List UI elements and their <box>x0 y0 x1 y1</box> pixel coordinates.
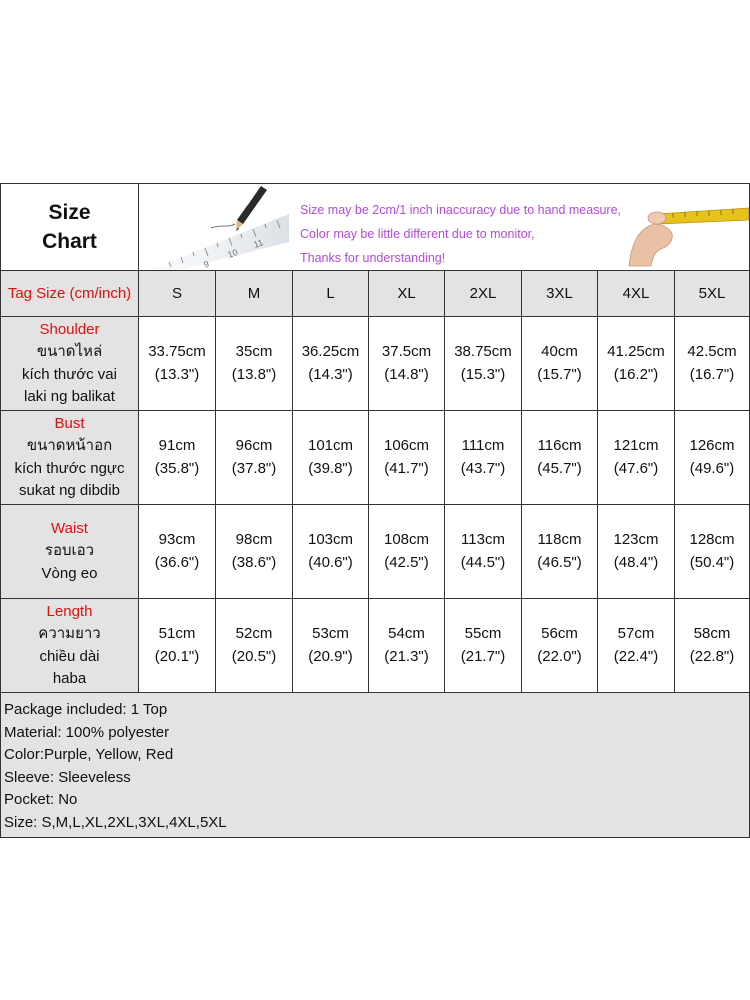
inch-value: (14.3") <box>308 365 353 383</box>
length-label-translation: haba <box>52 670 87 687</box>
size-header-s: S <box>139 271 216 317</box>
cm-value: 113cm <box>461 531 505 548</box>
shoulder-value-4xl <box>598 317 675 411</box>
shoulder-label-en: Shoulder <box>39 320 100 338</box>
info-sleeve: Sleeve: Sleeveless <box>4 768 131 786</box>
waist-label-cell <box>1 505 139 599</box>
length-value-4xl <box>598 599 675 693</box>
cm-value: 128cm <box>689 531 735 548</box>
size-header-m: M <box>216 271 293 317</box>
inch-value: (41.7") <box>384 459 429 477</box>
shoulder-value-5xl <box>675 317 750 411</box>
info-pocket: Pocket: No <box>4 791 78 808</box>
cm-value: 96cm <box>235 437 273 454</box>
waist-label-translation: รอบเอว <box>44 542 95 560</box>
bust-value-xl <box>369 411 445 505</box>
bust-value-l <box>293 411 369 505</box>
inch-value: (49.6") <box>689 459 735 477</box>
measurement-banner <box>139 184 750 271</box>
length-value-l <box>293 599 369 693</box>
inch-value: (22.0") <box>537 647 582 665</box>
ruler-mark-9: 9 <box>202 258 211 270</box>
inch-value: (16.2") <box>613 365 659 383</box>
length-label-translation: ความยาว <box>38 625 101 642</box>
bust-label-translation: ขนาดหน้าอก <box>26 437 113 454</box>
cm-value: 101cm <box>307 437 354 454</box>
shoulder-value-xl <box>369 317 445 411</box>
cm-value: 93cm <box>158 531 196 548</box>
waist-value-2xl <box>445 505 522 599</box>
inch-value: (20.9") <box>308 647 353 665</box>
size-chart-title <box>1 184 139 271</box>
measurement-row-shoulder <box>1 317 750 411</box>
cm-value: 57cm <box>617 625 655 642</box>
pencil-ruler-illustration <box>139 184 289 270</box>
info-color: Color:Purple, Yellow, Red <box>4 746 174 763</box>
size-chart-table <box>0 183 750 838</box>
size-header-4xl: 4XL <box>598 271 675 317</box>
inch-value: (38.6") <box>231 553 277 571</box>
shoulder-value-2xl <box>445 317 522 411</box>
cm-value: 108cm <box>383 531 430 548</box>
cm-value: 103cm <box>307 531 354 548</box>
cm-value: 123cm <box>613 531 659 548</box>
shoulder-label-translation: laki ng balikat <box>24 388 115 405</box>
note-monitor-color: Color may be little different due to monitor, <box>300 227 535 241</box>
length-label-translation: chiều dài <box>39 647 100 665</box>
bust-value-2xl <box>445 411 522 505</box>
cm-value: 111cm <box>461 437 505 454</box>
inch-value: (35.8") <box>154 459 200 477</box>
pencil-icon <box>236 186 267 231</box>
shoulder-label-translation: kích thước vai <box>22 365 117 383</box>
inch-value: (46.5") <box>537 553 582 571</box>
inch-value: (36.6") <box>154 553 200 571</box>
cm-value: 98cm <box>235 531 273 548</box>
measurement-row-bust <box>1 411 750 505</box>
ruler-mark-11: 11 <box>252 237 265 250</box>
inch-value: (48.4") <box>613 553 659 571</box>
shoulder-value-s <box>139 317 216 411</box>
size-header-xl: XL <box>369 271 445 317</box>
info-material: Material: 100% polyester <box>4 723 170 741</box>
waist-value-3xl <box>522 505 598 599</box>
cm-value: 58cm <box>693 625 731 642</box>
bust-label-en: Bust <box>54 414 85 432</box>
cm-value: 51cm <box>158 625 196 642</box>
inch-value: (16.7") <box>689 365 735 383</box>
info-size: Size: S,M,L,XL,2XL,3XL,4XL,5XL <box>4 813 227 831</box>
waist-label-en: Waist <box>51 519 88 537</box>
waist-value-m <box>216 505 293 599</box>
cm-value: 41.25cm <box>607 343 665 360</box>
cm-value: 116cm <box>537 437 582 454</box>
title-line-1: Size <box>48 201 91 224</box>
bust-label-translation: sukat ng dibdib <box>19 482 120 499</box>
cm-value: 42.5cm <box>687 343 737 360</box>
measurement-notes <box>300 198 621 270</box>
pencil-scribble-icon <box>211 224 235 228</box>
inch-value: (15.7") <box>537 365 582 383</box>
inch-value: (20.1") <box>154 647 200 665</box>
tag-size-label: Tag Size (cm/inch) <box>1 271 139 317</box>
bust-value-m <box>216 411 293 505</box>
cm-value: 118cm <box>537 531 582 548</box>
hand-tape-measure-illustration <box>623 188 749 268</box>
shoulder-value-m <box>216 317 293 411</box>
inch-value: (45.7") <box>537 459 582 477</box>
cm-value: 36.25cm <box>301 343 360 360</box>
cm-value: 38.75cm <box>454 343 512 360</box>
waist-value-s <box>139 505 216 599</box>
length-value-xl <box>369 599 445 693</box>
cm-value: 91cm <box>158 437 196 454</box>
title-line-2: Chart <box>42 230 97 253</box>
cm-value: 55cm <box>464 625 502 642</box>
size-header-3xl: 3XL <box>522 271 598 317</box>
measurement-row-length <box>1 599 750 693</box>
note-hand-measure: Size may be 2cm/1 inch inaccuracy due to hand measure, <box>300 203 622 217</box>
inch-value: (14.8") <box>384 365 429 383</box>
shoulder-label-translation: ขนาดไหล่ <box>36 343 103 360</box>
waist-label-translation: Vòng eo <box>41 564 98 582</box>
inch-value: (37.8") <box>231 459 277 477</box>
waist-value-xl <box>369 505 445 599</box>
bust-value-s <box>139 411 216 505</box>
cm-value: 52cm <box>235 625 273 642</box>
cm-value: 40cm <box>541 343 578 360</box>
cm-value: 37.5cm <box>381 343 432 360</box>
cm-value: 56cm <box>541 625 578 642</box>
length-value-m <box>216 599 293 693</box>
inch-value: (43.7") <box>460 459 506 477</box>
length-value-5xl <box>675 599 750 693</box>
bust-value-5xl <box>675 411 750 505</box>
cm-value: 53cm <box>312 625 349 642</box>
hand-icon <box>629 224 672 266</box>
shoulder-value-3xl <box>522 317 598 411</box>
length-value-s <box>139 599 216 693</box>
bust-label-cell <box>1 411 139 505</box>
note-thanks: Thanks for understanding! <box>300 251 446 265</box>
waist-value-l <box>293 505 369 599</box>
cm-value: 35cm <box>235 343 273 360</box>
waist-value-4xl <box>598 505 675 599</box>
product-info-panel <box>1 693 750 838</box>
cm-value: 33.75cm <box>148 343 206 360</box>
length-label-cell <box>1 599 139 693</box>
length-value-3xl <box>522 599 598 693</box>
cm-value: 54cm <box>388 625 425 642</box>
size-header-l: L <box>293 271 369 317</box>
length-label-en: Length <box>46 602 93 620</box>
cm-value: 121cm <box>613 437 659 454</box>
cm-value: 106cm <box>383 437 430 454</box>
bust-value-4xl <box>598 411 675 505</box>
ruler-shape <box>149 214 289 270</box>
size-header-2xl: 2XL <box>445 271 522 317</box>
shoulder-label-cell <box>1 317 139 411</box>
inch-value: (40.6") <box>308 553 353 571</box>
inch-value: (39.8") <box>308 459 353 477</box>
inch-value: (21.3") <box>384 647 429 665</box>
inch-value: (21.7") <box>460 647 506 665</box>
size-header-row <box>1 271 750 317</box>
inch-value: (47.6") <box>613 459 659 477</box>
inch-value: (44.5") <box>460 553 506 571</box>
measurement-row-waist <box>1 505 750 599</box>
tape-measure-icon <box>657 208 749 224</box>
inch-value: (22.8") <box>689 647 735 665</box>
bust-value-3xl <box>522 411 598 505</box>
inch-value: (42.5") <box>384 553 429 571</box>
shoulder-value-l <box>293 317 369 411</box>
length-value-2xl <box>445 599 522 693</box>
waist-value-5xl <box>675 505 750 599</box>
ruler-mark-10: 10 <box>226 247 240 260</box>
inch-value: (15.3") <box>460 365 506 383</box>
inch-value: (20.5") <box>231 647 277 665</box>
inch-value: (22.4") <box>613 647 659 665</box>
size-header-5xl: 5XL <box>675 271 750 317</box>
info-package: Package included: 1 Top <box>4 701 168 718</box>
inch-value: (13.8") <box>231 365 277 383</box>
bust-label-translation: kích thước ngực <box>14 459 125 477</box>
cm-value: 126cm <box>689 437 735 454</box>
inch-value: (13.3") <box>154 365 200 383</box>
inch-value: (50.4") <box>689 553 735 571</box>
